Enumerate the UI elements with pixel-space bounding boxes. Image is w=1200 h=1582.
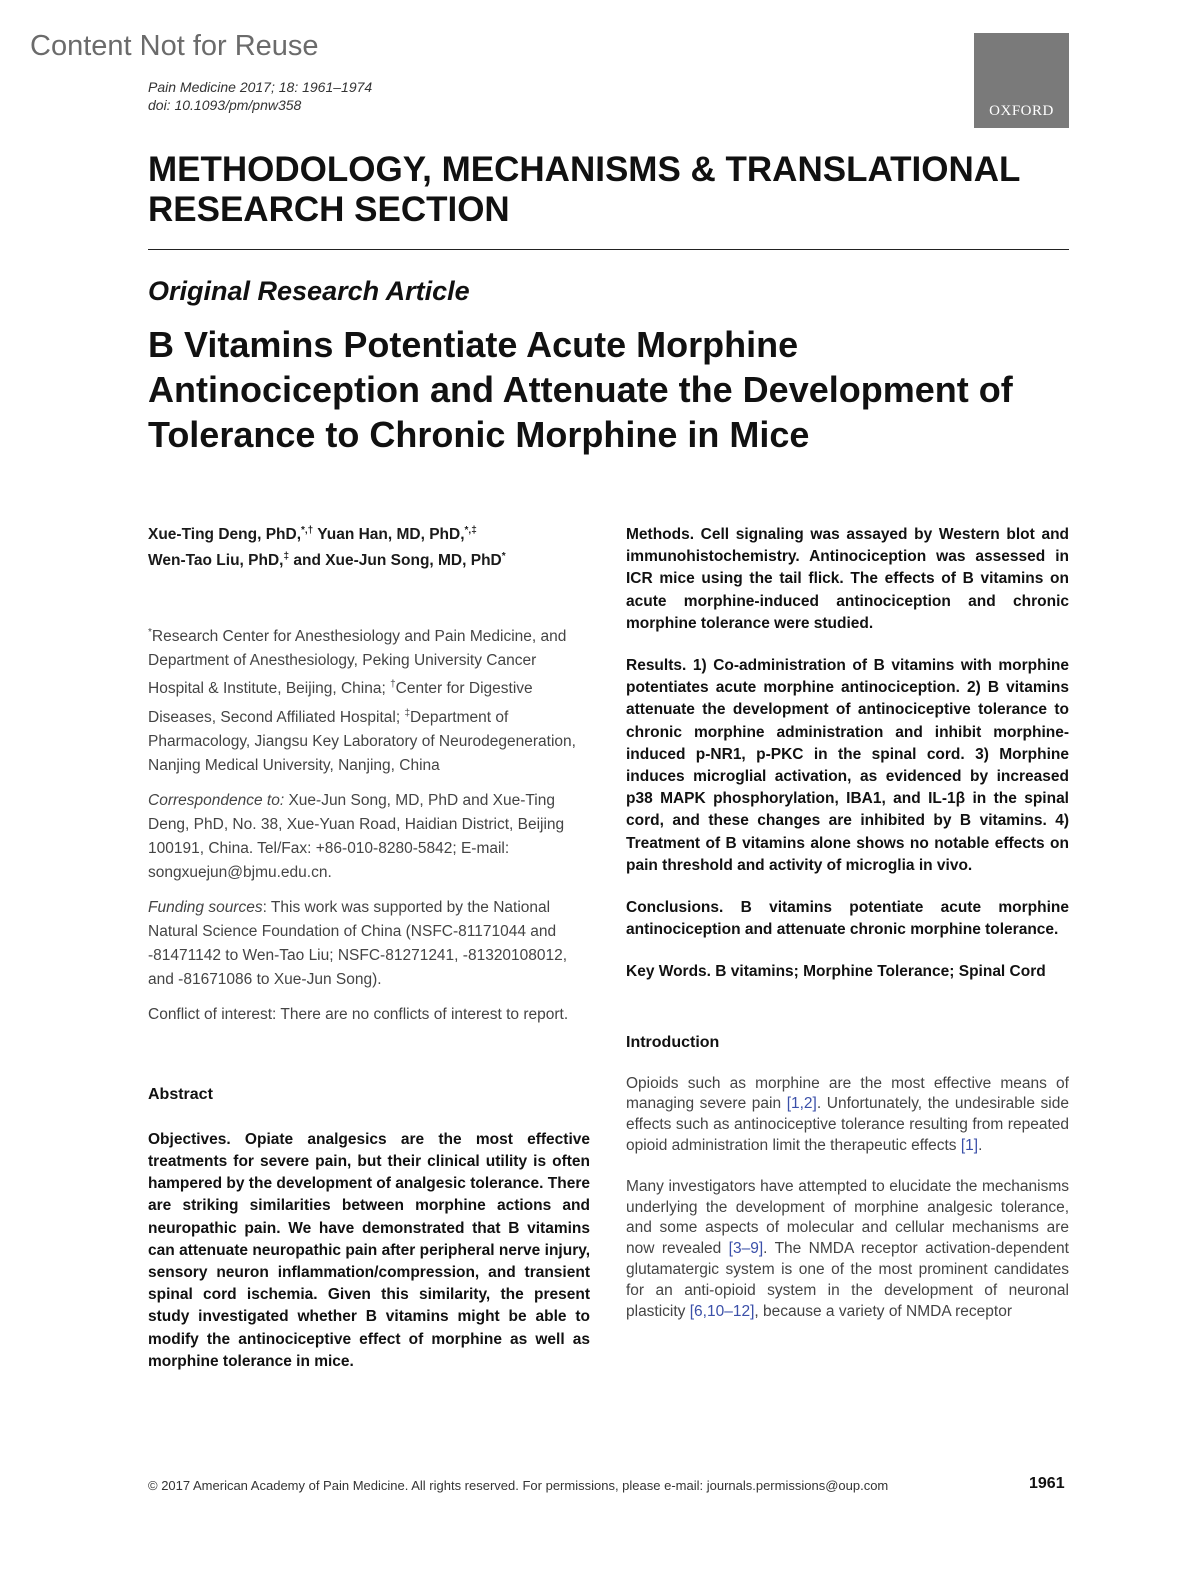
affiliation-text: Center for Digestive Diseases, Second Affiliated Hospital;: [148, 680, 533, 726]
correspondence: [148, 789, 590, 885]
intro-text: .: [978, 1137, 983, 1155]
affiliation-text: Research Center for Anesthesiology and Pain Medicine, and Department of Anesthesiology, Peking University Cancer Hospital & Institute, Beijing, China;: [148, 628, 567, 698]
intro-text: , because a variety of NMDA receptor: [754, 1302, 1012, 1320]
abstract-objectives: [148, 1129, 590, 1373]
correspondence-label: Correspondence to:: [148, 791, 285, 809]
reference-link[interactable]: [1,2]: [786, 1095, 817, 1113]
keywords-text: Key Words. B vitamins; Morphine Tolerance; Spinal Cord: [626, 963, 1046, 981]
logo-text: OXFORD: [989, 103, 1054, 119]
author-affiliation-mark: *: [501, 551, 506, 563]
affiliation-text: Department of Pharmacology, Jiangsu Key Laboratory of Neurodegeneration, Nanjing Medical University, Nanjing, China: [148, 708, 576, 774]
page-number: 1961: [1029, 1475, 1065, 1492]
publisher-logo: [974, 33, 1069, 128]
introduction-paragraph-2: [626, 1177, 1069, 1323]
right-column: [626, 524, 1069, 1322]
left-column: [148, 520, 590, 1373]
funding-sources: [148, 896, 590, 992]
author-affiliation-mark: *,†: [301, 525, 314, 536]
correspondence-text: Xue-Jun Song, MD, PhD and Xue-Ting Deng, PhD, No. 38, Xue-Yuan Road, Haidian District, Beijing 100191, China. Tel/Fax: +86-010-8280-5842; E-mail: songxuejun@bjmu.edu.cn.: [148, 791, 565, 881]
author-list: [148, 520, 590, 572]
watermark: Content Not for Reuse: [30, 30, 319, 62]
affiliation-mark: ‡: [404, 707, 411, 719]
reference-link[interactable]: [1]: [960, 1137, 979, 1155]
article-type: Original Research Article: [148, 276, 470, 306]
author-name: and Xue-Jun Song, MD, PhD: [289, 552, 502, 570]
objectives-text: Objectives. Opiate analgesics are the most effective treatments for severe pain, but their clinical utility is often hampered by the development of analgesic tolerance. There are striking similarities between morphine actions and neuropathic pain. We have demonstrated that B vitamins can attenuate neuropathic pain after peripheral nerve injury, sensory neuron inflammation/compression, and transient spinal cord ischemia. Given this similarity, the present study investigated whether B vitamins might be able to modify the antinociceptive effect of morphine as well as morphine tolerance in mice.: [148, 1130, 590, 1370]
author-affiliation-mark: *,‡: [464, 525, 477, 536]
reference-link[interactable]: [3–9]: [728, 1240, 764, 1258]
conclusions-text: Conclusions. B vitamins potentiate acute morphine antinociception and attenuate chronic morphine tolerance.: [626, 899, 1069, 939]
key-words: [626, 961, 1069, 983]
author-name: Yuan Han, MD, PhD,: [313, 526, 465, 544]
intro-text: Opioids such as morphine are the most effective means of managing severe pain: [626, 1074, 1069, 1113]
author-name: Wen-Tao Liu, PhD,: [148, 552, 284, 570]
intro-text: . Unfortunately, the undesirable side effects such as antinociceptive tolerance resulting from repeated opioid administration limit the therapeutic effects: [626, 1095, 1069, 1155]
intro-text: Many investigators have attempted to elucidate the mechanisms underlying the development of morphine analgesic tolerance, and some aspects of molecular and cellular mechanisms are now revealed: [626, 1177, 1069, 1258]
author-name: Xue-Ting Deng, PhD,: [148, 526, 301, 544]
reference-link[interactable]: [6,10–12]: [689, 1302, 755, 1320]
doi: doi: 10.1093/pm/pnw358: [148, 97, 302, 113]
conflict-of-interest: [148, 1003, 590, 1027]
introduction-heading: Introduction: [626, 1033, 720, 1051]
methods-text: Methods. Cell signaling was assayed by Western blot and immunohistochemistry. Antinociception was assessed in ICR mice using the tail flick. The effects of B vitamins on acute morphine-induced antinociception and chronic morphine tolerance were studied.: [626, 526, 1069, 632]
journal-reference: Pain Medicine 2017; 18: 1961–1974: [148, 79, 373, 95]
abstract-results: [626, 655, 1069, 877]
intro-text: . The NMDA receptor activation-dependent glutamatergic system is one of the most prominent candidates for an anti-opioid system in the development of neuronal plasticity: [626, 1240, 1069, 1320]
affiliation-mark: †: [390, 679, 396, 691]
article-title: B Vitamins Potentiate Acute Morphine Antinociception and Attenuate the Development of Tolerance to Chronic Morphine in Mice: [148, 324, 1013, 455]
author-affiliation-mark: ‡: [283, 551, 290, 563]
abstract-methods: [626, 524, 1069, 635]
abstract-conclusions: [626, 897, 1069, 941]
abstract-heading: Abstract: [148, 1085, 213, 1103]
results-text: Results. 1) Co-administration of B vitamins with morphine potentiates acute morphine antinociception. 2) B vitamins attenuate the development of antinociceptive tolerance to chronic morphine administration and inhibit morphine-induced p-NR1, p-PKC in the spinal cord. 3) Morphine induces microglial activation, as evidenced by increased p38 MAPK phosphorylation, IBA1, and IL-1β in the spinal cord, and these changes are inhibited by B vitamins. 4) Treatment of B vitamins alone shows no notable effects on pain threshold and activity of microglia in vivo.: [626, 657, 1069, 874]
journal-citation: [148, 78, 372, 114]
affiliations: [148, 621, 590, 777]
section-divider: [148, 249, 1069, 250]
introduction-paragraph-1: [626, 1074, 1069, 1157]
funding-label: Funding sources: [148, 898, 263, 916]
affiliation-mark: *: [148, 627, 152, 639]
copyright-footer: © 2017 American Academy of Pain Medicine. All rights reserved. For permissions, please e-mail: journals.permissions@oup.com: [148, 1478, 889, 1493]
funding-text: : This work was supported by the National Natural Science Foundation of China (NSFC-81171044 and -81471142 to Wen-Tao Liu; NSFC-81271241, -81320108012, and -81671086 to Xue-Jun Song).: [148, 898, 568, 988]
section-title: METHODOLOGY, MECHANISMS & TRANSLATIONAL RESEARCH SECTION: [148, 150, 1020, 229]
conflict-text: Conflict of interest: There are no conflicts of interest to report.: [148, 1005, 569, 1023]
